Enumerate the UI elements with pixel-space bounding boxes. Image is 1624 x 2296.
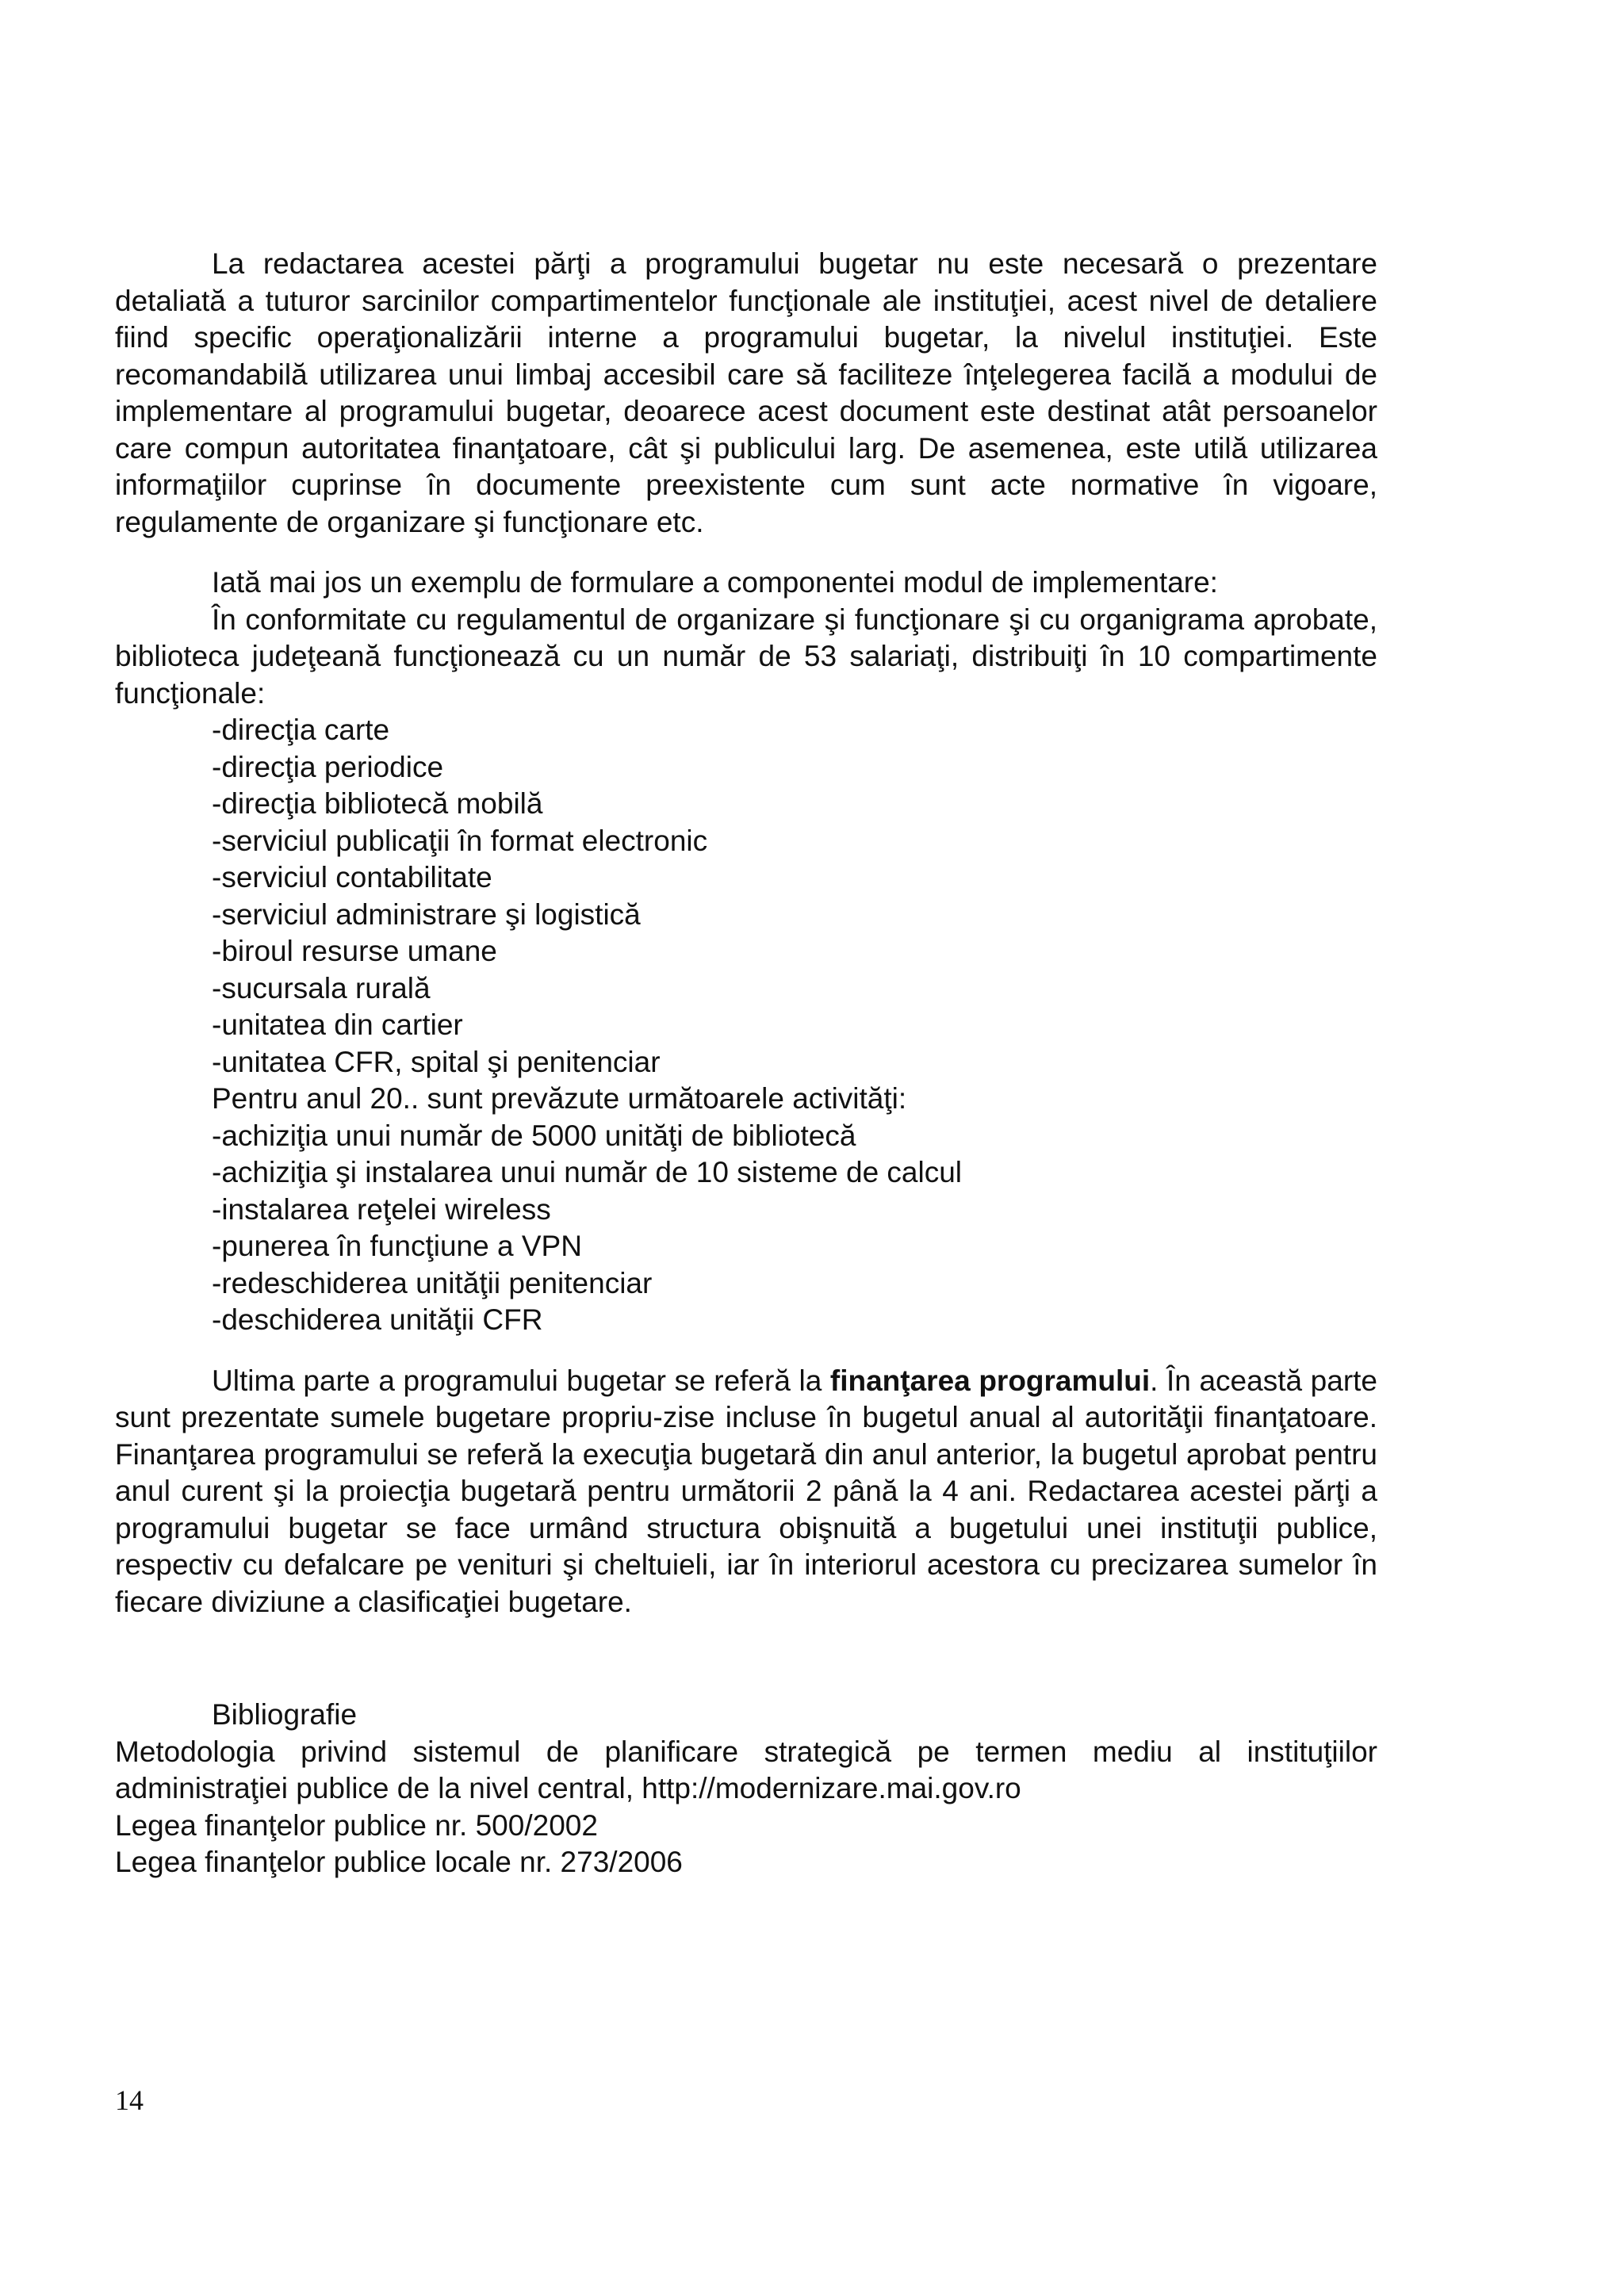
list-item: -sucursala rurală <box>212 971 431 1004</box>
list-item: -unitatea din cartier <box>212 1008 463 1041</box>
page-number: 14 <box>115 2084 144 2116</box>
example-intro: Iată mai jos un exemplu de formulare a componentei modul de implementare: <box>212 566 1218 599</box>
list-item: -achiziţia unui număr de 5000 unităţi de bibliotecă <box>212 1119 856 1152</box>
paragraph-spacer <box>115 541 1377 564</box>
list-item: -instalarea reţelei wireless <box>212 1192 551 1226</box>
activities-list <box>115 1118 1377 1339</box>
list-item: -unitatea CFR, spital şi penitenciar <box>212 1045 661 1078</box>
paragraph-spacer <box>115 1339 1377 1363</box>
paragraph-financing <box>115 1363 1377 1621</box>
financing-text-before: Ultima parte a programului bugetar se referă la <box>212 1364 830 1397</box>
example-paragraph: În conformitate cu regulamentul de organizare şi funcţionare şi cu organigrama aprobate, biblioteca judeţeană funcţionează cu un număr de 53 salariaţi, distribuiţi în 10 compartimente funcţionale: <box>115 603 1377 710</box>
financing-text-after: . În această parte sunt prezentate sumele bugetare propriu-zise incluse în bugetul anual al autorităţii finanţatoare. Finanţarea programului se referă la execuţia bugetară din anul anterior, la bugetul aprobat pentru anul curent şi la proiecţia bugetară pentru următorii 2 până la 4 ani. Redactarea acestei părţi a programului bugetar se face urmând structura obişnuită a bugetului unei instituţii publice, respectiv cu defalcare pe venituri şi cheltuieli, iar în interiorul acestora cu precizarea sumelor în fiecare diviziune a clasificaţiei bugetare. <box>115 1364 1377 1618</box>
list-item: -achiziţia şi instalarea unui număr de 10 sisteme de calcul <box>212 1156 963 1188</box>
section-spacer <box>115 1621 1377 1697</box>
departments-list <box>115 712 1377 1081</box>
financing-bold-term: finanţarea programului <box>829 1364 1151 1397</box>
bibliography-entry: Legea finanţelor publice locale nr. 273/2006 <box>115 1846 683 1878</box>
list-item: -serviciul administrare şi logistică <box>212 897 641 931</box>
list-item: -deschiderea unităţii CFR <box>212 1303 543 1336</box>
list-item: -serviciul publicaţii în format electronic <box>212 824 708 857</box>
list-item: -serviciul contabilitate <box>212 861 492 894</box>
bibliography-entry: Legea finanţelor publice nr. 500/2002 <box>115 1808 598 1842</box>
list-item: -redeschiderea unităţii penitenciar <box>212 1266 653 1299</box>
paragraph-implementation-details: La redactarea acestei părţi a programului bugetar nu este necesară o prezentare detaliată a tuturor sarcinilor compartimentelor funcţionale ale instituţiei, acest nivel de detaliere fiind specific operaţionalizării interne a programului bugetar, la nivelul instituţiei. Este recomandabilă utilizarea unui limbaj accesibil care să faciliteze înţelegerea facilă a modului de implementare al programului bugetar, deoarece acest document este destinat atât persoanelor care compun autoritatea finanţatoare, cât şi publicului larg. De asemenea, este utilă utilizarea informaţiilor cuprinse în documente preexistente cum sunt acte normative în vigoare, regulamente de organizare şi funcţionare etc. <box>115 247 1377 538</box>
list-item: -direcţia carte <box>212 714 390 746</box>
activities-intro: Pentru anul 20.. sunt prevăzute următoarele activităţi: <box>212 1082 907 1115</box>
bibliography-heading: Bibliografie <box>212 1698 358 1731</box>
list-item: -biroul resurse umane <box>212 935 497 967</box>
list-item: -direcţia bibliotecă mobilă <box>212 787 543 820</box>
document-body <box>115 246 1377 1881</box>
list-item: -direcţia periodice <box>212 750 444 783</box>
list-item: -punerea în funcţiune a VPN <box>212 1230 582 1262</box>
bibliography-entry: Metodologia privind sistemul de planificare strategică pe termen mediu al instituţiilor administraţiei publice de la nivel central, http://modernizare.mai.gov.ro <box>115 1735 1377 1804</box>
